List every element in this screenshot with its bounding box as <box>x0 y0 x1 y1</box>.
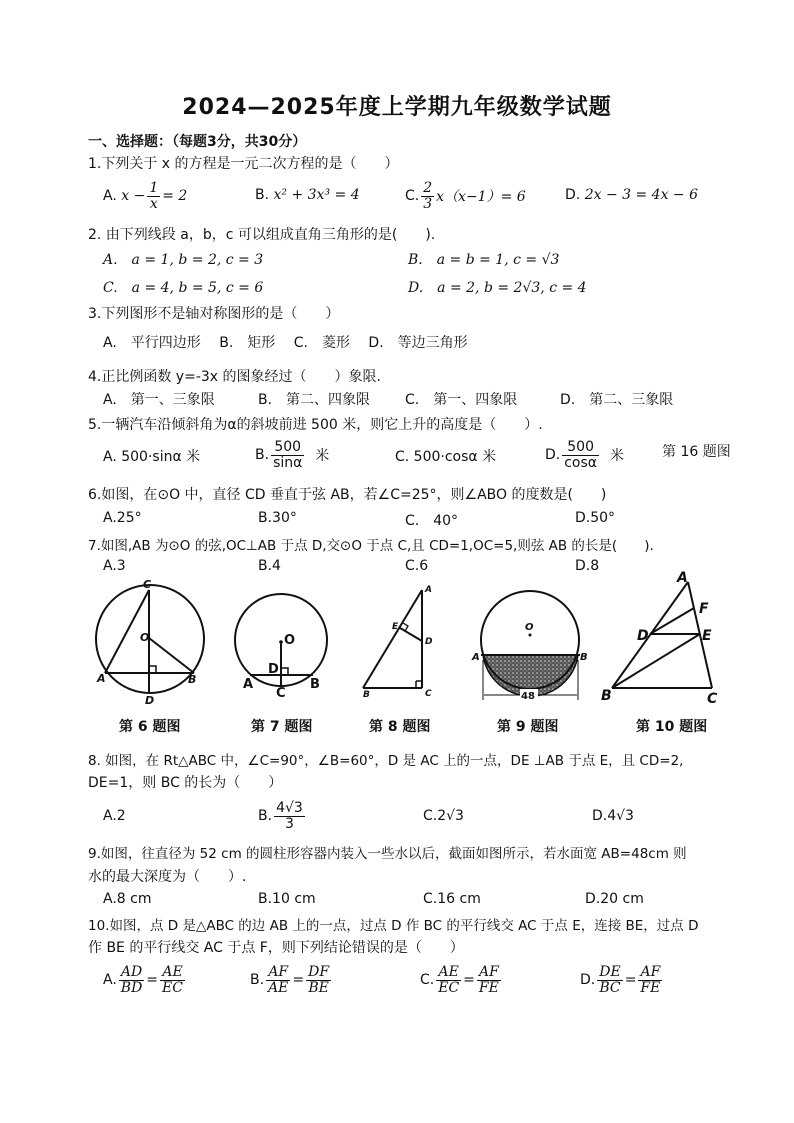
segment-df <box>650 608 694 634</box>
figure-10-caption: 第 10 题图 <box>636 719 708 735</box>
math-expr: x − <box>121 188 146 204</box>
q2-option-a: A. a = 1, b = 2, c = 3 <box>103 252 264 268</box>
label-d: D <box>268 662 279 677</box>
fraction-numerator: AF <box>477 965 501 981</box>
label-o: O <box>284 633 296 648</box>
q7-option-d: D.8 <box>575 558 600 574</box>
label-a: A <box>677 570 688 586</box>
label-o: O <box>140 631 150 644</box>
fraction-denominator: BC <box>599 979 621 996</box>
fraction-denominator: 3 <box>284 815 294 832</box>
fraction-numerator: 2 <box>423 179 433 196</box>
fraction <box>119 965 145 995</box>
fraction <box>436 965 461 995</box>
q1-option-b <box>255 187 360 203</box>
question-8-stem-line2: DE=1，则 BC 的长为（ ） <box>88 775 283 791</box>
fraction-numerator: AD <box>119 965 145 981</box>
equals-sign: = <box>463 972 475 988</box>
label-e: E <box>702 628 712 644</box>
label-c: C <box>707 691 718 707</box>
right-angle-mark <box>149 666 156 673</box>
fraction-denominator: cosα <box>564 454 598 471</box>
question-6-stem: 6.如图，在⊙O 中，直径 CD 垂直于弦 AB，若∠C=25°，则∠ABO 的度数是( ) <box>88 487 607 503</box>
q10-option-d <box>580 958 664 1002</box>
segment-de <box>400 628 422 641</box>
section-heading: 一、选择题：（每题3分，共30分） <box>88 134 307 150</box>
figure-16-caption: 第 16 题图 <box>662 444 731 460</box>
label-c: C <box>425 689 432 699</box>
q4-option-c: C. 第一、四象限 <box>405 392 518 408</box>
center-point <box>279 640 283 644</box>
math-expr: x² + 3x³ = 4 <box>273 187 360 203</box>
fraction-numerator: 500 <box>271 440 304 456</box>
unit: 米 <box>315 448 330 464</box>
q2-option-b: B. a = b = 1, c = √3 <box>408 252 560 268</box>
label-d: D <box>425 637 433 647</box>
option-letter: C. <box>420 972 435 988</box>
label-c: C <box>276 686 286 701</box>
option-letter: A. <box>103 972 117 988</box>
fraction-denominator: BD <box>120 979 143 996</box>
figure-7-caption: 第 7 题图 <box>251 719 313 735</box>
q8-option-c: C.2√3 <box>423 808 464 824</box>
fraction <box>638 965 662 995</box>
fraction-denominator: 3 <box>423 195 433 212</box>
unit: 米 <box>609 448 624 464</box>
fraction <box>266 965 290 995</box>
label-f: F <box>699 601 709 617</box>
question-4-stem: 4.正比例函数 y=-3x 的图象经过（ ）象限. <box>88 369 381 385</box>
label-b: B <box>580 652 588 663</box>
fraction-denominator: BE <box>308 979 329 996</box>
fraction-denominator: EC <box>162 979 183 996</box>
fraction-denominator: FE <box>640 979 661 996</box>
option-letter: A. <box>103 188 117 204</box>
q4-option-d: D. 第二、三象限 <box>560 392 674 408</box>
equals-sign: = <box>624 972 637 988</box>
question-1-stem: 1.下列关于 x 的方程是一元二次方程的是（ ） <box>88 156 399 172</box>
fraction <box>147 181 160 211</box>
segment-be <box>612 634 700 688</box>
q10-option-c <box>420 958 503 1002</box>
fraction <box>274 801 305 831</box>
q8-option-b <box>258 796 307 836</box>
q9-option-b: B.10 cm <box>258 891 316 907</box>
option-letter: B. <box>258 808 273 824</box>
q8-option-d: D.4√3 <box>592 808 634 824</box>
label-d: D <box>637 628 649 644</box>
option-letter: D. <box>545 447 561 463</box>
q2-option-d: D. a = 2, b = 2√3, c = 4 <box>408 280 587 296</box>
option-letter: B. <box>255 447 270 463</box>
math-expr: 2x − 3 = 4x − 6 <box>584 187 698 203</box>
q6-option-b: B.30° <box>258 510 297 526</box>
q5-option-b <box>255 438 329 472</box>
label-a: A <box>97 672 106 685</box>
q7-option-b: B.4 <box>258 558 281 574</box>
q4-option-a: A. 第一、三象限 <box>103 392 215 408</box>
page-title: 2024—2025年度上学期九年级数学试题 <box>182 95 612 120</box>
option-letter: B. <box>250 972 265 988</box>
q5-option-a: A. 500·sinα 米 <box>103 449 201 465</box>
fraction <box>306 965 331 995</box>
question-2-stem: 2. 由下列线段 a，b，c 可以组成直角三角形的是( ). <box>88 227 436 243</box>
figures-row <box>0 570 794 710</box>
q3-options: A. 平行四边形 B. 矩形 C. 菱形 D. 等边三角形 <box>103 335 468 351</box>
fraction-numerator: 1 <box>149 179 159 196</box>
question-8-stem-line1: 8. 如图，在 Rt△ABC 中，∠C=90°，∠B=60°，D 是 AC 上的一点，DE ⊥AB 于点 E，且 CD=2, <box>88 753 684 769</box>
option-letter: C. <box>405 188 420 204</box>
fraction <box>271 440 304 470</box>
label-b: B <box>601 688 612 704</box>
label-b: B <box>310 677 320 692</box>
q1-option-d <box>565 187 698 203</box>
figure-9 <box>481 591 580 700</box>
q6-option-a: A.25° <box>103 510 142 526</box>
figure-7 <box>235 594 327 686</box>
fraction <box>160 965 185 995</box>
fraction <box>421 181 434 211</box>
fraction <box>477 965 501 995</box>
q7-option-a: A.3 <box>103 558 126 574</box>
question-9-stem-line1: 9.如图，往直径为 52 cm 的圆柱形容器内装入一些水以后，截面如图所示，若水面宽 AB=48cm 则 <box>88 846 687 862</box>
fraction-denominator: FE <box>478 979 499 996</box>
figure-10 <box>612 582 712 688</box>
label-c: C <box>143 578 152 591</box>
math-expr: x（x−1）= 6 <box>436 189 526 205</box>
q6-option-d: D.50° <box>575 510 616 526</box>
math-expr: = 2 <box>162 188 188 204</box>
q8-option-a: A.2 <box>103 808 126 824</box>
q1-option-c <box>405 178 526 214</box>
q9-option-c: C.16 cm <box>423 891 481 907</box>
label-d: D <box>145 694 155 707</box>
fraction-numerator: AF <box>638 965 662 981</box>
question-10-stem-line1: 10.如图，点 D 是△ABC 的边 AB 上的一点，过点 D 作 BC 的平行线交 AC 于点 E，连接 BE，过点 D <box>88 918 699 934</box>
q5-option-c: C. 500·cosα 米 <box>395 449 497 465</box>
right-angle-mark <box>281 668 288 675</box>
fraction-numerator: AE <box>160 965 185 981</box>
q7-option-c: C.6 <box>405 558 429 574</box>
label-o: O <box>525 622 534 633</box>
fraction-numerator: AE <box>436 965 461 981</box>
label-a: A <box>425 585 432 595</box>
label-a: A <box>472 652 480 663</box>
question-5-stem: 5.一辆汽车沿倾斜角为α的斜坡前进 500 米，则它上升的高度是（ ）. <box>88 417 543 433</box>
label-b: B <box>363 690 370 700</box>
option-letter: D. <box>565 187 581 203</box>
figure-8 <box>363 590 422 688</box>
fraction-numerator: 4√3 <box>276 799 303 816</box>
fraction-denominator: AE <box>268 979 289 996</box>
fraction <box>597 965 622 995</box>
fraction-denominator: EC <box>438 979 460 996</box>
q1-option-a <box>103 178 187 214</box>
q9-option-a: A.8 cm <box>103 891 152 907</box>
question-7-stem: 7.如图,AB 为⊙O 的弦,OC⊥AB 于点 D,交⊙O 于点 C,且 CD=1,OC=5,则弦 AB 的长是( ). <box>88 538 654 554</box>
fraction-numerator: DF <box>308 963 330 980</box>
center-point <box>529 634 532 637</box>
dimension-label: 48 <box>521 691 535 702</box>
fraction-denominator: sinα <box>273 454 303 471</box>
q4-option-b: B. 第二、四象限 <box>258 392 371 408</box>
question-3-stem: 3.下列图形不是轴对称图形的是（ ） <box>88 306 340 322</box>
segment-ab <box>363 590 422 688</box>
option-letter: D. <box>580 972 596 988</box>
fraction <box>562 440 599 470</box>
question-10-stem-line2: 作 BE 的平行线交 AC 于点 F，则下列结论错误的是（ ） <box>88 940 464 956</box>
q2-option-c: C. a = 4, b = 5, c = 6 <box>103 280 264 296</box>
fraction-denominator: x <box>149 195 158 212</box>
label-b: B <box>188 673 197 686</box>
figure-9-caption: 第 9 题图 <box>497 719 559 735</box>
q5-option-d <box>545 438 624 472</box>
figure-6-caption: 第 6 题图 <box>119 719 181 735</box>
option-letter: B. <box>255 187 270 203</box>
fraction-numerator: 500 <box>562 440 599 456</box>
question-9-stem-line2: 水的最大深度为（ ）. <box>88 869 247 885</box>
q6-option-c: C. 40° <box>405 513 459 529</box>
figure-8-caption: 第 8 题图 <box>369 719 431 735</box>
equals-sign: = <box>146 972 159 988</box>
fraction-numerator: DE <box>599 963 621 980</box>
label-a: A <box>243 677 254 692</box>
q10-option-b <box>250 958 333 1002</box>
label-e: E <box>392 622 399 632</box>
fraction-numerator: AF <box>266 965 290 981</box>
q9-option-d: D.20 cm <box>585 891 644 907</box>
equals-sign: = <box>292 972 305 988</box>
q10-option-a <box>103 958 187 1002</box>
